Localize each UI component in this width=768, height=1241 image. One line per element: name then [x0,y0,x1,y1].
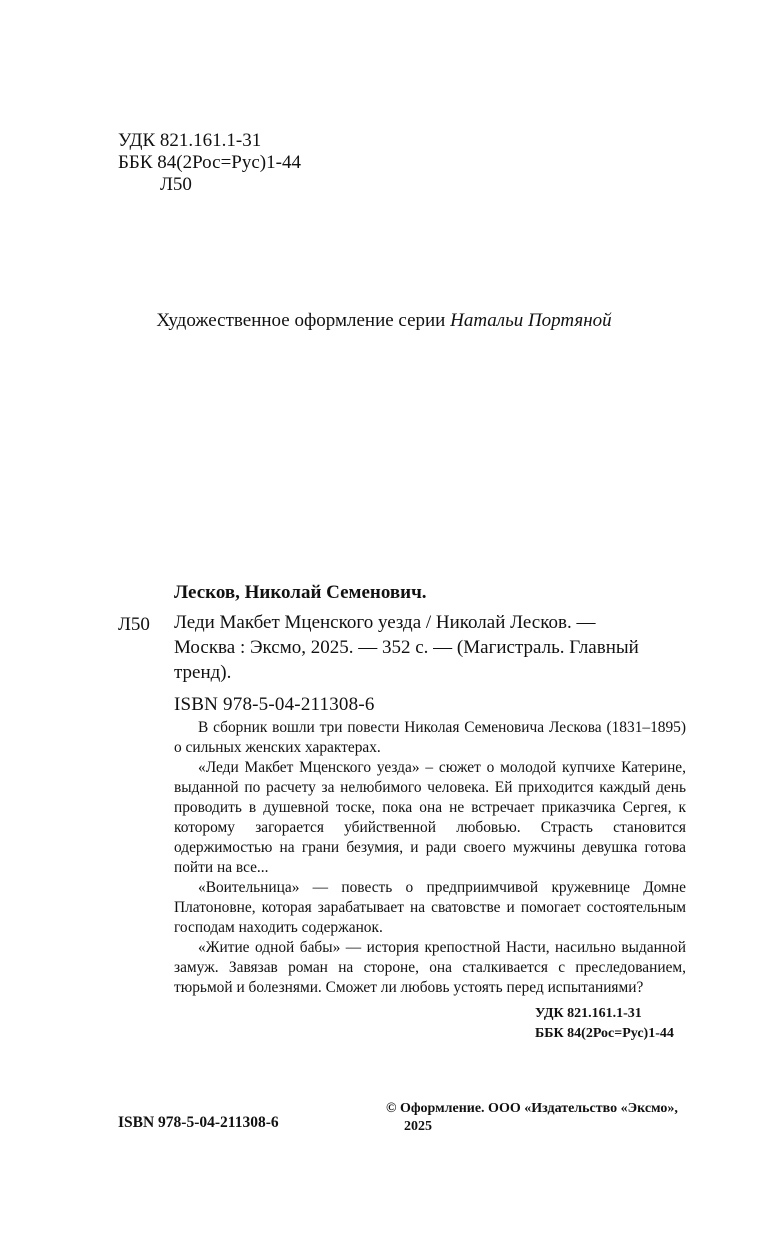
footer-classification [535,1004,674,1044]
footer-bbk: ББК 84(2Рос=Рус)1-44 [535,1026,674,1041]
abstract [174,718,686,998]
abstract-paragraph: В сборник вошли три повести Николая Семеновича Лескова (1831–1895) о сильных женских характерах. [174,719,686,756]
footer-isbn: ISBN 978-5-04-211308-6 [118,1114,279,1131]
udk-code: УДК 821.161.1-31 [118,130,262,151]
author-heading: Лесков, Николай Семенович. [174,582,427,603]
bbk-code: ББК 84(2Рос=Рус)1-44 [118,152,301,173]
art-credit [0,310,768,332]
footer-udk: УДК 821.161.1-31 [535,1006,642,1021]
record-code: Л50 [118,614,150,635]
copyright-line: © Оформление. ООО «Издательство «Эксмо», [386,1101,678,1116]
copyright-year: 2025 [404,1119,432,1134]
copyright-notice [386,1100,706,1136]
author-mark: Л50 [160,174,192,195]
art-credit-artist: Натальи Портяной [450,310,612,331]
abstract-paragraph: «Житие одной бабы» — история крепостной Насти, насильно выданной замуж. Завязав роман на стороне, она сталкивается с преследованием, тюрьмой и болезнями. Сможет ли любовь устоять перед испытаниями? [174,939,686,996]
isbn-statement: ISBN 978-5-04-211308-6 [174,694,375,715]
title-line: Москва : Эксмо, 2025. — 352 с. — (Магистраль. Главный [174,637,639,658]
title-statement [174,610,686,685]
art-credit-prefix: Художественное оформление серии [156,310,451,331]
title-line: Леди Макбет Мценского уезда / Николай Лесков. — [174,612,596,633]
title-line: тренд). [174,662,232,683]
classification-header [118,130,301,196]
abstract-paragraph: «Леди Макбет Мценского уезда» – сюжет о молодой купчихе Катерине, выданной по расчету за нелюбимого человека. Ей приходится каждый день проводить в душевной тоске, пока она не встречает приказчика Сергея, к которому загорается убийственной любовью. Страсть становится одержимостью на грани безумия, и ради своего мужчины девушка готова пойти на все... [174,759,686,876]
abstract-paragraph: «Воительница» — повесть о предприимчивой кружевнице Домне Платоновне, которая зарабатывает на сватовстве и помогает состоятельным господам находить содержанок. [174,879,686,936]
